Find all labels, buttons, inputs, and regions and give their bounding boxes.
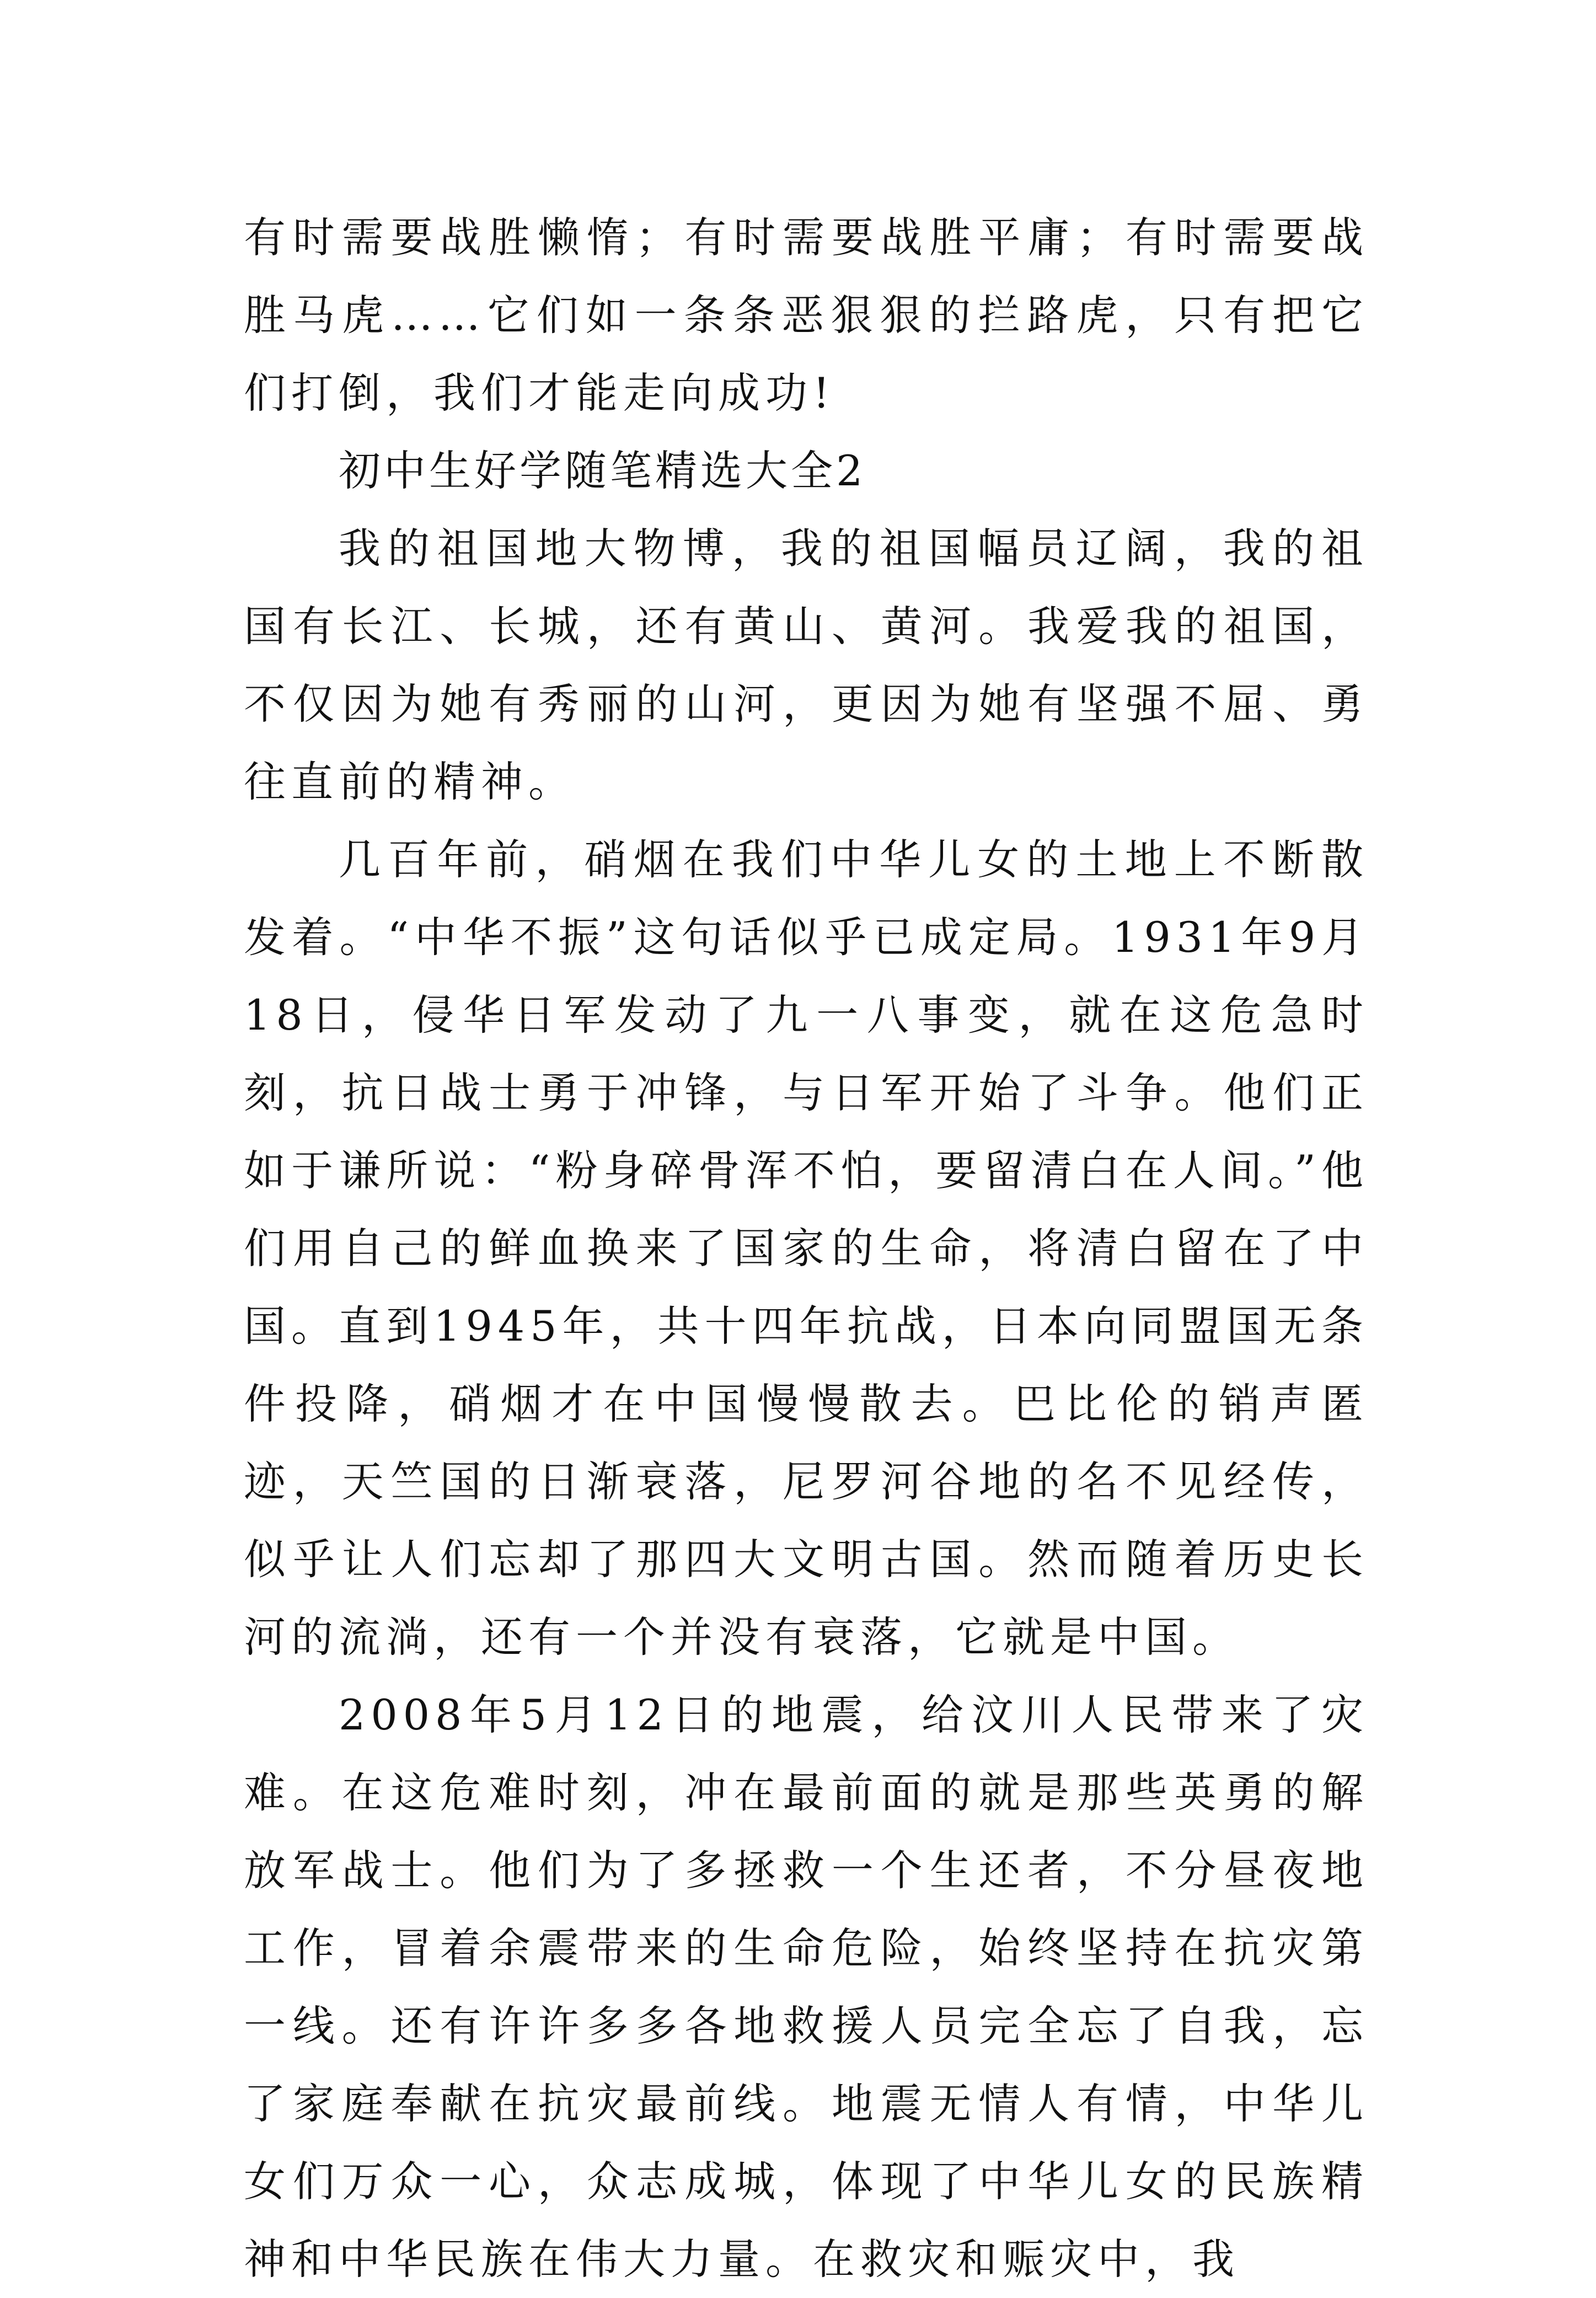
paragraph-motherland: 我的祖国地大物博，我的祖国幅员辽阔，我的祖国有长江、长城，还有黄山、黄河。我爱我的祖国，不仅因为她有秀丽的山河，更因为她有坚强不屈、勇往直前的精神。 (244, 524, 1369, 806)
paragraph-history: 几百年前，硝烟在我们中华儿女的土地上不断散发着。“中华不振”这句话似乎已成定局。1931年9月18日，侵华日军发动了九一八事变，就在这危急时刻，抗日战士勇于冲锋，与日军开始了斗争。他们正如于谦所说：“粉身碎骨浑不怕，要留清白在人间。”他们用自己的鲜血换来了国家的生命，将清白留在了中国。直到1945年，共十四年抗战，日本向同盟国无条件投降，硝烟才在中国慢慢散去。巴比伦的销声匿迹，天竺国的日渐衰落，尼罗河谷地的名不见经传，似乎让人们忘却了那四大文明古国。然而随着历史长河的流淌，还有一个并没有衰落，它就是中国。 (244, 835, 1369, 1662)
paragraph-earthquake: 2008年5月12日的地震，给汶川人民带来了灾难。在这危难时刻，冲在最前面的就是那些英勇的解放军战士。他们为了多拯救一个生还者，不分昼夜地工作，冒着余震带来的生命危险，始终坚持在抗灾第一线。还有许许多多各地救援人员完全忘了自我，忘了家庭奉献在抗灾最前线。地震无情人有情，中华儿女们万众一心，众志成城，体现了中华儿女的民族精神和中华民族在伟大力量。在救灾和赈灾中，我 (244, 1690, 1369, 2284)
section-heading: 初中生好学随笔精选大全2 (339, 446, 866, 495)
document-body (244, 199, 1369, 2298)
paragraph-continuation: 有时需要战胜懒惰；有时需要战胜平庸；有时需要战胜马虎……它们如一条条恶狠狠的拦路虎，只有把它们打倒，我们才能走向成功! (244, 213, 1369, 417)
